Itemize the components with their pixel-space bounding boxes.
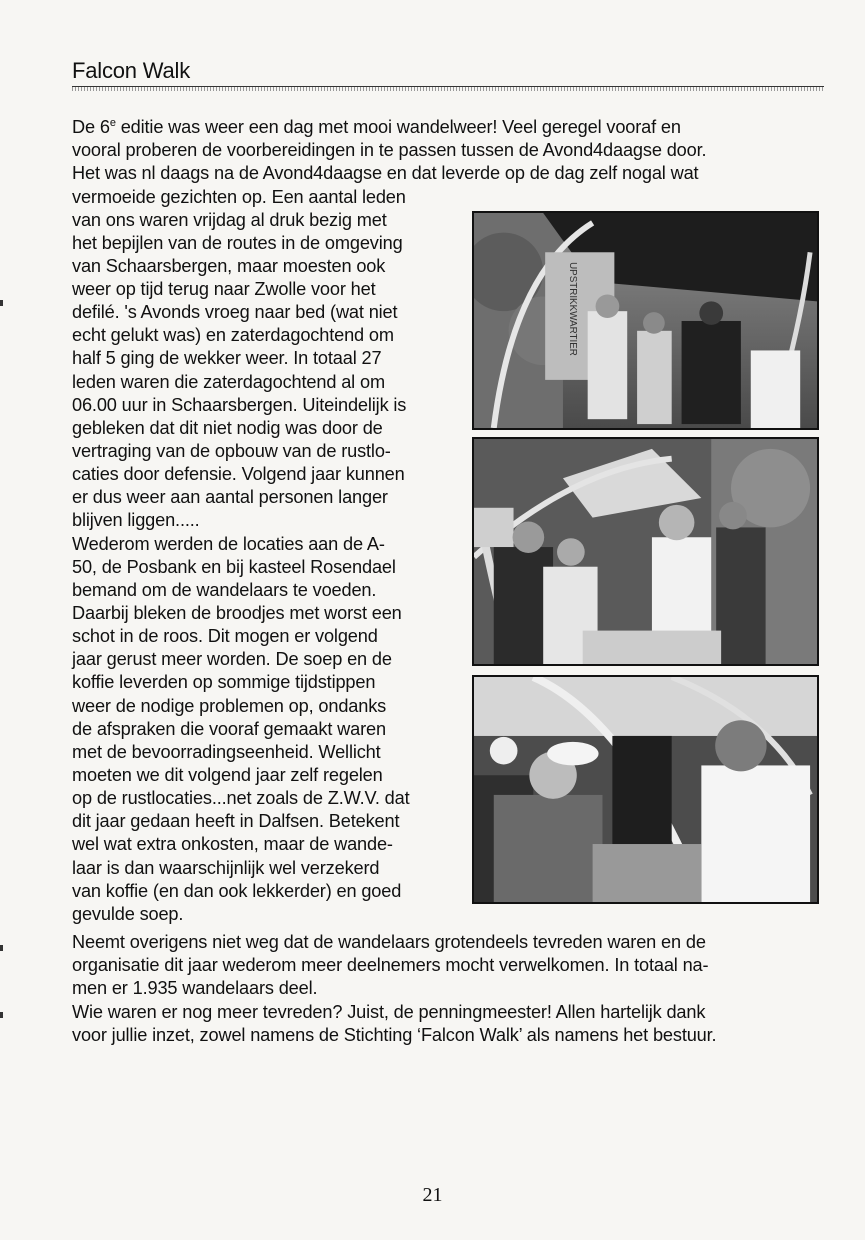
body-line: koffie leverden op sommige tijdstippen xyxy=(72,672,376,692)
scan-mark xyxy=(0,945,3,951)
body-line: vermoeide gezichten op. Een aantal leden xyxy=(72,187,406,207)
body-line: dit jaar gedaan heeft in Dalfsen. Betekent xyxy=(72,811,400,831)
body-line: op de rustlocaties...net zoals de Z.W.V. dat xyxy=(72,788,410,808)
body-line: Wederom werden de locaties aan de A- xyxy=(72,534,385,554)
closing-line: Neemt overigens niet weg dat de wandelaars grotendeels tevreden waren en de xyxy=(72,932,706,952)
scan-mark xyxy=(0,1012,3,1018)
closing-line: men er 1.935 wandelaars deel. xyxy=(72,978,318,998)
body-line: vertraging van de opbouw van de rustlo- xyxy=(72,441,391,461)
body-line: van koffie (en dan ook lekkerder) en goed xyxy=(72,881,402,901)
body-line: met de bevoorradingseenheid. Wellicht xyxy=(72,742,381,762)
body-line: moeten we dit volgend jaar zelf regelen xyxy=(72,765,383,785)
body-line: bemand om de wandelaars te voeden. xyxy=(72,580,377,600)
body-line: 06.00 uur in Schaarsbergen. Uiteindelijk is xyxy=(72,395,407,415)
scan-mark xyxy=(0,300,3,306)
header-rule xyxy=(72,86,824,91)
body-line: van Schaarsbergen, maar moesten ook xyxy=(72,256,386,276)
page-header xyxy=(72,58,824,91)
body-line: half 5 ging de wekker weer. In totaal 27 xyxy=(72,348,382,368)
body-line: weer de nodige problemen op, ondanks xyxy=(72,696,387,716)
body-line: caties door defensie. Volgend jaar kunnen xyxy=(72,464,405,484)
banner-text: UPSTRIKKWARTIER xyxy=(566,262,578,356)
body-line: blijven liggen..... xyxy=(72,510,200,530)
page-number: 21 xyxy=(422,1184,443,1206)
body-line: Daarbij bleken de broodjes met worst een xyxy=(72,603,402,623)
body-line: de afspraken die vooraf gemaakt waren xyxy=(72,719,386,739)
intro-line-2: vooral proberen de voorbereidingen in te passen tussen de Avond4daagse door. xyxy=(72,140,707,160)
body-line: schot in de roos. Dit mogen er volgend xyxy=(72,626,378,646)
intro-line-3: Het was nl daags na de Avond4daagse en dat leverde op de dag zelf nogal wat xyxy=(72,163,699,183)
body-line: wel wat extra onkosten, maar de wande- xyxy=(72,834,393,854)
body-line: echt gelukt was) en zaterdagochtend om xyxy=(72,325,394,345)
body-line: defilé. 's Avonds vroeg naar bed (wat niet xyxy=(72,302,398,322)
closing-line: voor jullie inzet, zowel namens de Stichting ‘Falcon Walk’ als namens het bestuur. xyxy=(72,1025,717,1045)
intro-line-1: De 6e editie was weer een dag met mooi wandelweer! Veel geregel vooraf en xyxy=(72,117,681,137)
photo-tent-banner xyxy=(472,211,819,430)
body-line: gebleken dat dit niet nodig was door de xyxy=(72,418,383,438)
body-line: het bepijlen van de routes in de omgeving xyxy=(72,233,403,253)
body-line: jaar gerust meer worden. De soep en de xyxy=(72,649,392,669)
photo-food-counter xyxy=(472,437,819,666)
body-line: er dus weer aan aantal personen langer xyxy=(72,487,388,507)
page-title: Falcon Walk xyxy=(72,58,191,83)
closing-line: Wie waren er nog meer tevreden? Juist, de penningmeester! Allen hartelijk dank xyxy=(72,1002,706,1022)
body-line: 50, de Posbank en bij kasteel Rosendael xyxy=(72,557,396,577)
body-line: leden waren die zaterdagochtend al om xyxy=(72,372,385,392)
body-line: gevulde soep. xyxy=(72,904,184,924)
closing-line: organisatie dit jaar wederom meer deelnemers mocht verwelkomen. In totaal na- xyxy=(72,955,709,975)
body-line: weer op tijd terug naar Zwolle voor het xyxy=(72,279,376,299)
photo-soup-serving xyxy=(472,675,819,904)
body-line: laar is dan waarschijnlijk wel verzekerd xyxy=(72,858,380,878)
body-line: van ons waren vrijdag al druk bezig met xyxy=(72,210,387,230)
